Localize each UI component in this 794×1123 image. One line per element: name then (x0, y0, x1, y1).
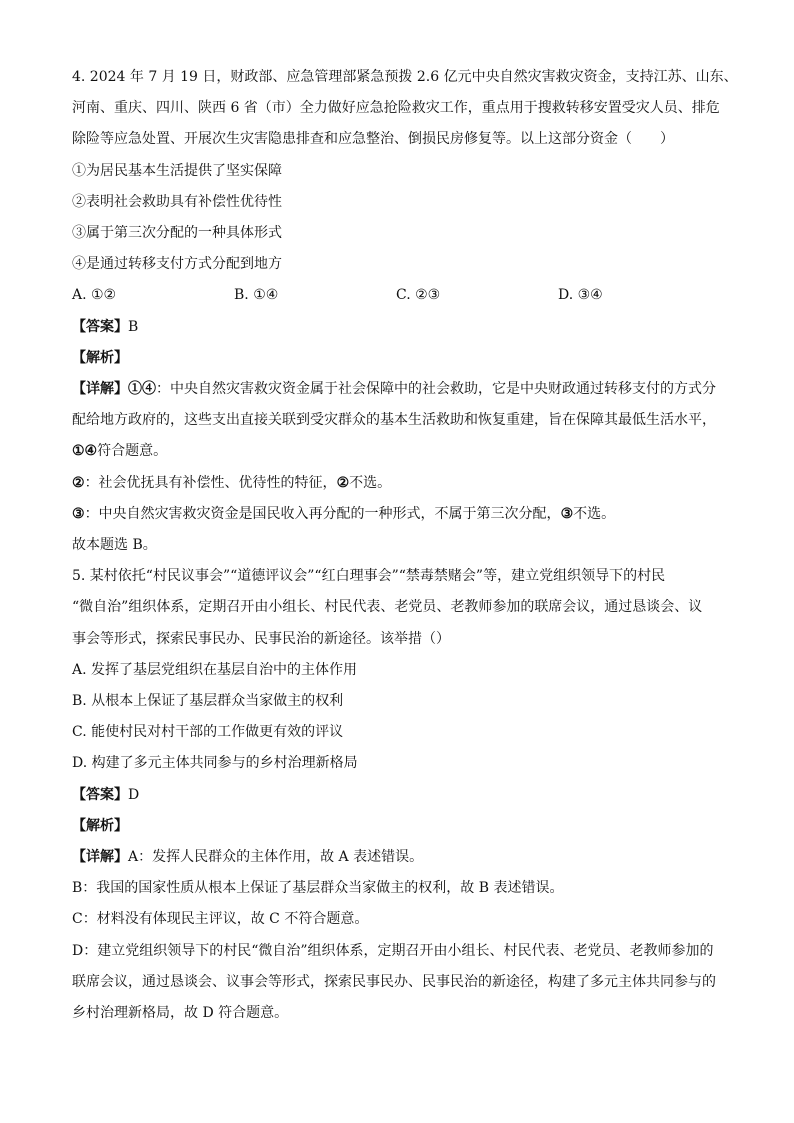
q4-detail-line-3 (72, 436, 728, 467)
q5-option-c: C. 能使村民对村干部的工作做更有效的评议 (72, 724, 344, 741)
q5-option-b: B. 从根本上保证了基层群众当家做主的权利 (72, 693, 344, 710)
q4-option-a: A. ①② (72, 287, 117, 304)
q4-stem-line-2: 河南、重庆、四川、陕西 6 省（市）全力做好应急抢险救灾工作，重点用于搜救转移安置受灾人员、排危 (72, 100, 720, 117)
q4-detail-tag: 【详解】 (72, 381, 128, 398)
q4-final: 故本题选 B。 (72, 537, 157, 554)
q4-detail-line-1 (72, 374, 728, 405)
q4-note3-key: ③ (72, 505, 85, 522)
q4-option-d: D. ③④ (558, 287, 603, 304)
q5-stem-line-1: 5. 某村依托“村民议事会”“道德评议会”“红白理事会”“禁毒禁赌会”等，建立党组织领导下的村民 (72, 568, 666, 585)
q4-statement-1: ①为居民基本生活提供了坚实保障 (72, 162, 282, 179)
q4-statement-3: ③属于第三次分配的一种具体形式 (72, 225, 282, 242)
q4-conclusion-text: 符合题意。 (97, 443, 168, 460)
q4-note-3 (72, 499, 728, 530)
q4-stem-line-1: 4. 2024 年 7 月 19 日，财政部、应急管理部紧急预拨 2.6 亿元中央自然灾害救灾资金，支持江苏、山东、 (72, 69, 738, 85)
q4-conclusion-key: ①④ (72, 443, 98, 460)
q4-note3-text: ：中央自然灾害救灾资金是国民收入再分配的一种形式，不属于第三次分配， (84, 505, 561, 522)
q5-option-a: A. 发挥了基层党组织在基层自治中的主体作用 (72, 661, 358, 678)
q5-explanation-d-line-1: D：建立党组织领导下的村民“微自治”组织体系，定期召开由小组长、村民代表、老党员、老教师参加的 (72, 942, 714, 959)
q5-detail-tag: 【详解】 (72, 849, 128, 866)
q5-answer-value: D (128, 786, 140, 803)
q4-statement-4: ④是通过转移支付方式分配到地方 (72, 256, 282, 273)
q4-detail-line-2: 配给地方政府的，这些支出直接关联到受灾群众的基本生活救助和恢复重建，旨在保障其最低生活水平， (72, 412, 716, 429)
q4-note3-key2: ③ (560, 505, 574, 522)
q5-answer (72, 780, 728, 811)
q4-options (72, 280, 728, 311)
q5-explanation-a (72, 842, 728, 873)
q4-note3-end: 不选。 (573, 505, 616, 522)
q4-option-c: C. ②③ (396, 287, 441, 304)
q4-note2-text: ：社会优抚具有补偿性、优待性的特征， (84, 474, 337, 491)
q4-detail-text-1: ：中央自然灾害救灾资金属于社会保障中的社会救助，它是中央财政通过转移支付的方式分 (156, 381, 716, 398)
q5-explanation-c: C：材料没有体现民主评议，故 C 不符合题意。 (72, 911, 369, 928)
q4-answer-value: B (128, 318, 139, 335)
q4-detail-key: ①④ (128, 381, 156, 398)
q4-note2-end: 不选。 (349, 474, 392, 491)
q4-answer (72, 312, 728, 343)
q5-explanation-a-text: A：发挥人民群众的主体作用，故 A 表述错误。 (128, 849, 424, 866)
q4-note2-key: ② (72, 474, 85, 491)
q5-explanation-b: B：我国的国家性质从根本上保证了基层群众当家做主的权利，故 B 表述错误。 (72, 880, 564, 897)
q4-stem-line-3: 除险等应急处置、开展次生灾害隐患排查和应急整治、倒损民房修复等。以上这部分资金（ ） (72, 131, 674, 148)
q4-option-b: B. ①④ (234, 287, 279, 304)
q4-answer-tag: 【答案】 (72, 318, 128, 335)
q5-option-d: D. 构建了多元主体共同参与的乡村治理新格局 (72, 755, 358, 772)
q4-statement-2: ②表明社会救助具有补偿性优待性 (72, 193, 282, 210)
q5-explanation-d-line-3: 乡村治理新格局，故 D 符合题意。 (72, 1005, 289, 1022)
question-5 (72, 561, 728, 1029)
q5-stem-line-3: 事会等形式，探索民事民办、民事民治的新途径。该举措（） (72, 630, 450, 647)
q4-note-2 (72, 468, 728, 499)
q5-answer-tag: 【答案】 (72, 786, 128, 803)
q4-note2-key2: ② (336, 474, 350, 491)
q5-explanation-d-line-2: 联席会议，通过恳谈会、议事会等形式，探索民事民办、民事民治的新途径，构建了多元主体共同参与的 (72, 973, 716, 990)
question-4 (72, 62, 738, 561)
q4-analysis-tag: 【解析】 (72, 349, 128, 366)
q5-analysis-tag: 【解析】 (72, 817, 128, 834)
q5-stem-line-2: “微自治”组织体系，定期召开由小组长、村民代表、老党员、老教师参加的联席会议，通过恳谈会、议 (72, 599, 703, 616)
